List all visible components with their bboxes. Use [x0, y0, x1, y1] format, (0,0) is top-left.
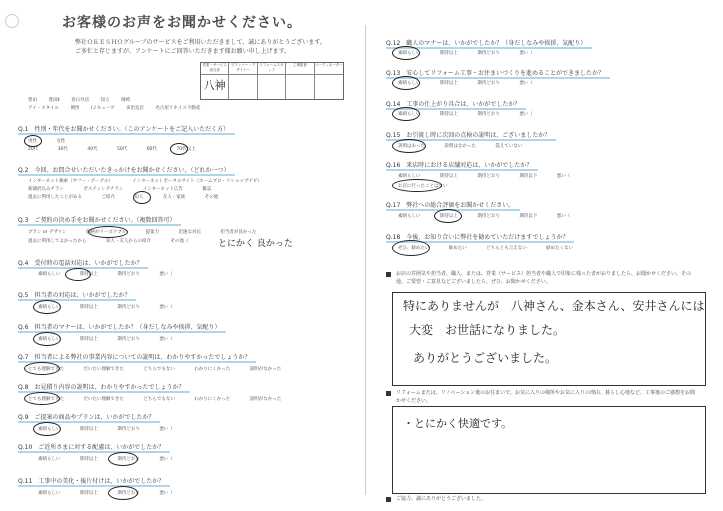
question-9: Q.9 ご提案の商品やプランは、いかがでしたか？	[18, 414, 155, 421]
option-bad[interactable]: 悪い（	[556, 214, 571, 219]
option-magazine[interactable]: 雑誌	[202, 187, 212, 192]
store-option[interactable]: 関西	[70, 106, 80, 111]
bullet-icon	[386, 391, 391, 396]
question-17: Q.17 弊社への総合評価をお聞かせください。	[386, 202, 515, 209]
option-female[interactable]: 女性	[56, 139, 66, 144]
option-plan[interactable]: プラン or デザイン	[28, 230, 67, 235]
option-other[interactable]: その他	[204, 195, 219, 200]
option-web-ad[interactable]: インターネット広告	[142, 187, 183, 192]
option-30s[interactable]: 30代	[57, 147, 68, 152]
option-staff[interactable]: 担当者が良かった	[220, 230, 257, 235]
answer-circle	[392, 179, 442, 192]
option-speed[interactable]: 迅速な対応	[178, 230, 201, 235]
option-below[interactable]: 期待以下	[519, 214, 538, 219]
question-14: Q.14 工事の仕上がり具合は、いかがでしたか？	[386, 101, 521, 108]
answer-circle	[24, 392, 60, 405]
reform-comment-box[interactable]	[392, 406, 706, 494]
option-excellent[interactable]: 素晴らしい	[38, 272, 61, 277]
footer-thanks: ご協力、誠にありがとうございました。	[396, 496, 487, 502]
option-bad[interactable]: 悪い（	[159, 491, 173, 496]
option-posting[interactable]: ポスティングチラシ	[83, 187, 124, 192]
option-excellent[interactable]: 素晴らしい	[398, 112, 421, 117]
option-other[interactable]: その他（	[170, 239, 189, 244]
question-7: Q.7 担当者による弊社の事業内容についての説明は、わかりやすかったでしょうか？	[18, 354, 251, 361]
option-expected[interactable]: 期待どおり	[477, 112, 500, 117]
option-above[interactable]: 期待以上	[439, 81, 458, 86]
answer-circle	[33, 300, 61, 314]
option-neutral[interactable]: どちらでもない	[143, 397, 175, 402]
option-referral[interactable]: ご紹介	[101, 195, 115, 200]
question-8: Q.8 お見積り内容の説明は、わかりやすかったでしょうか？	[18, 384, 185, 391]
comment-line-3: ありがとうございました。	[413, 351, 558, 365]
q8-options	[28, 396, 299, 402]
staff-cell-sales	[201, 75, 229, 99]
option-no-explanation[interactable]: 説明がなかった	[249, 397, 282, 402]
dept-header-coordinator: コーディネーター	[315, 63, 343, 75]
comment-prompt: お店の雰囲気や担当者、職人、または、営業（サービス）担当者や職人で印象に残った者がおりましたら、お聞かせください。その他、ご要望・ご意見などございましたら、ぜひ、お聞かせください。	[396, 271, 692, 285]
option-expected[interactable]: 期待どおり	[117, 337, 140, 342]
question-11: Q.11 工事中の美化・後片付けは、いかがでしたか？	[18, 478, 165, 485]
option-expected[interactable]: 期待どおり	[117, 457, 140, 462]
option-bad[interactable]: 悪い（	[159, 337, 173, 342]
dept-header-planner: プランナー・デザイナー	[229, 63, 257, 75]
q2-options-row1	[28, 178, 280, 184]
option-above[interactable]: 期待以上	[79, 272, 98, 277]
dept-header-sales: 営業・サービス担当者	[201, 63, 229, 75]
option-bad[interactable]: 悪い（	[159, 457, 173, 462]
q7-options	[28, 366, 299, 372]
option-above[interactable]: 期待以上	[79, 427, 98, 432]
option-bad[interactable]: 悪い（	[519, 81, 533, 86]
option-newspaper[interactable]: 新聞折込みチラシ	[28, 187, 64, 192]
option-excellent[interactable]: 素晴らしい	[38, 457, 61, 462]
comment-line-2: 大変 お世話になりました。	[409, 323, 566, 337]
option-bad[interactable]: 悪い（	[519, 112, 533, 117]
answer-circle	[24, 362, 60, 375]
option-expected[interactable]: 期待どおり	[477, 81, 500, 86]
option-expected[interactable]: 期待どおり	[117, 272, 140, 277]
store-option[interactable]: ⅠＪキューブ	[90, 106, 115, 111]
answer-circle	[392, 46, 420, 60]
option-above[interactable]: 期待以上	[79, 305, 98, 310]
option-male[interactable]: 男性	[28, 139, 37, 144]
option-excellent[interactable]: 素晴らしい	[398, 214, 421, 219]
option-excellent[interactable]: 素晴らしい	[38, 491, 61, 496]
option-70s[interactable]: 70代以上	[176, 147, 196, 152]
option-very-clear[interactable]: とても理解できた	[28, 397, 64, 402]
reform-comment-line: ・とにかく快適です。	[403, 417, 513, 430]
question-18: Q.18 今後、お知り合いに弊社を勧めていただけますでしょうか？	[386, 234, 569, 241]
bullet-icon	[386, 497, 391, 502]
page-title: お客様のお声をお聞かせください。	[62, 15, 302, 31]
option-past-use[interactable]: 過去に利用してよかったから	[28, 239, 87, 244]
option-very-clear[interactable]: とても理解できた	[28, 367, 64, 372]
q2-options-row2	[28, 186, 229, 192]
option-yes[interactable]: 勧めたい	[448, 246, 467, 251]
answer-circle	[170, 143, 188, 155]
option-bad[interactable]: 悪い（	[159, 427, 173, 432]
comment-box[interactable]	[392, 292, 706, 386]
option-above[interactable]: 期待以上	[439, 214, 458, 219]
store-option[interactable]: 知立	[100, 98, 110, 103]
question-15: Q.15 お引渡し時に次回の点検の説明は、ございましたか？	[386, 132, 551, 139]
option-bad[interactable]: 悪い（	[556, 174, 571, 179]
option-expected[interactable]: 期待どおり	[117, 305, 140, 310]
option-above[interactable]: 期待以上	[79, 337, 98, 342]
answer-circle	[392, 240, 430, 256]
intro-line-1: 弊社ＯＫＥＳＨＯグループのサービスをご利用いただきまして、誠にありがとうございます。	[75, 39, 326, 46]
option-never-visited[interactable]: お店に行ったことはない	[398, 184, 448, 189]
answer-circle	[392, 107, 420, 121]
question-10: Q.10 ご近所さまに対する配慮は、いかがでしたか？	[18, 444, 165, 451]
store-list	[28, 97, 288, 113]
intro-text	[75, 38, 365, 56]
answer-circle	[24, 135, 42, 147]
dept-header-supervisor: 工事監督	[286, 63, 314, 75]
option-mostly-clear[interactable]: だいたい理解できた	[83, 367, 124, 372]
store-option[interactable]: 春日井店	[71, 98, 90, 103]
option-proposal[interactable]: 提案力	[145, 230, 160, 235]
option-above[interactable]: 期待以上	[439, 112, 458, 117]
staff-cell-planner	[229, 75, 257, 99]
question-2: Q.2 今回、お問合せいただいたきっかけをお聞かせください。（どれか一つ）	[18, 167, 230, 174]
option-friend-family[interactable]: 友人・家族	[162, 195, 186, 200]
option-expected[interactable]: 期待どおり	[477, 214, 500, 219]
option-unclear[interactable]: わかりにくかった	[194, 397, 231, 402]
question-16: Q.16 来店時における店舗対応は、いかがでしたか？	[386, 162, 533, 169]
option-price[interactable]: 価格がリーズナブル	[86, 230, 127, 235]
q12-options	[398, 50, 551, 56]
answer-circle	[133, 191, 151, 204]
question-3: Q.3 ご契約の決め手をお聞かせください。（複数回答可）	[18, 217, 176, 224]
option-search[interactable]: インターネット検索（ヤフー・グーグル）	[28, 179, 113, 184]
option-friend-referral[interactable]: 知人・友人からの紹介	[105, 239, 151, 244]
question-12: Q.12 職人のマナーは、いかがでしたか？（身だしなみや挨拶、気配り）	[386, 40, 587, 47]
option-above[interactable]: 期待以上	[439, 174, 458, 179]
option-bad[interactable]: 悪い（	[159, 305, 173, 310]
bullet-icon	[386, 272, 391, 277]
store-option[interactable]: 名古屋リホイス不動産	[155, 106, 201, 111]
staff-cell-coordinator	[315, 75, 343, 99]
option-excellent[interactable]: 素晴らしい	[38, 427, 61, 432]
question-6: Q.6 担当者のマナーは、いかがでしたか？（身だしなみや挨拶、気配り）	[18, 324, 221, 331]
option-no-explanation[interactable]: 説明がなかった	[249, 367, 282, 372]
option-bad[interactable]: 悪い（	[519, 51, 533, 56]
option-above[interactable]: 期待以上	[79, 457, 98, 462]
option-no[interactable]: 勧めたくない	[546, 246, 574, 251]
answer-circle	[33, 422, 61, 436]
staff-cell-reform	[258, 75, 286, 99]
option-portal[interactable]: インターネットポータルサイト（ホームプロ・リショップナビ）	[132, 179, 262, 184]
answer-circle	[434, 209, 462, 223]
option-expected[interactable]: 期待どおり	[477, 51, 500, 56]
staff-table	[200, 62, 344, 100]
option-above[interactable]: 期待以上	[439, 51, 458, 56]
intro-line-2: ご多忙と存じますが、アンケートにご回答いただきます様お願い申し上げます。	[75, 48, 291, 55]
q3-handwritten: とにかく 良かった	[218, 239, 293, 249]
staff-handwritten-name: 八神	[203, 79, 226, 92]
option-expected[interactable]: 期待どおり	[477, 174, 500, 179]
answer-circle	[88, 226, 128, 238]
answer-circle	[65, 268, 91, 281]
option-expected[interactable]: 期待どおり	[117, 427, 140, 432]
q17-options	[398, 213, 588, 219]
q4-options	[38, 271, 191, 277]
option-excellent[interactable]: 素晴らしい	[398, 174, 421, 179]
option-excellent[interactable]: 素晴らしい	[398, 81, 421, 86]
store-option[interactable]: 多治見店	[125, 106, 144, 111]
option-60s[interactable]: 60代	[146, 147, 157, 152]
option-expected[interactable]: 期待どおり	[117, 491, 140, 496]
option-dont-remember[interactable]: 覚えていない	[495, 144, 523, 149]
answer-circle	[392, 76, 420, 90]
q3-options-row2	[28, 238, 206, 244]
store-option[interactable]: 豊田	[28, 98, 37, 103]
company-logo-icon	[5, 14, 19, 28]
option-50s[interactable]: 50代	[117, 147, 128, 152]
answer-circle	[108, 486, 138, 500]
option-unclear[interactable]: わかりにくかった	[194, 367, 231, 372]
answer-circle	[392, 139, 426, 153]
comment-line-1: 特にありませんが 八神さん、金本さん、安井さんには	[403, 299, 705, 313]
option-excellent[interactable]: 素晴らしい	[398, 51, 421, 56]
option-neutral[interactable]: どちらでもない	[143, 367, 175, 372]
option-20s[interactable]: 20代	[28, 147, 39, 152]
question-13: Q.13 安心してリフォーム工事・お住まいづくりを進めることができましたか？	[386, 70, 604, 77]
option-repeat[interactable]: 過去に利用したことがある	[28, 195, 82, 200]
store-option[interactable]: 豊田Ⅱ	[48, 98, 60, 103]
store-option[interactable]: アイ・スタイル	[28, 106, 60, 111]
option-40s[interactable]: 40代	[87, 147, 98, 152]
option-below[interactable]: 期待以下	[519, 174, 538, 179]
q14-options	[398, 111, 551, 117]
option-acquaintance[interactable]: 知人	[134, 195, 144, 200]
question-4: Q.4 受付時の電話対応は、いかがでしたか？	[18, 260, 143, 267]
option-explained[interactable]: 説明はあった	[398, 144, 425, 149]
option-bad[interactable]: 悪い（	[159, 272, 173, 277]
option-above[interactable]: 期待以上	[79, 491, 98, 496]
staff-cell-supervisor	[286, 75, 314, 99]
option-excellent[interactable]: 素晴らしい	[38, 305, 61, 310]
option-mostly-clear[interactable]: だいたい理解できた	[83, 397, 124, 402]
store-option[interactable]: 岡崎	[120, 98, 130, 103]
dept-header-reform-staff: リフォームスタッフ	[258, 63, 286, 75]
q13-options	[398, 80, 551, 86]
option-excellent[interactable]: 素晴らしい	[38, 337, 61, 342]
option-neutral[interactable]: どちらとも言えない	[486, 246, 527, 251]
answer-circle	[108, 452, 138, 466]
option-definitely[interactable]: ぜひ、勧めたい	[398, 246, 430, 251]
answer-circle	[33, 332, 61, 346]
reform-prompt: リフォームまたは、リノベーション後のお住まいで、お気に入りの場所やお気に入りの理由、暮らし心地など、工事後のご感想をお聞かせください。	[396, 390, 696, 404]
q16-options-row1	[398, 173, 588, 179]
page-divider	[365, 25, 366, 495]
question-5: Q.5 担当者の対応は、いかがでしたか？	[18, 292, 131, 299]
option-not-explained[interactable]: 説明はなかった	[444, 144, 476, 149]
q3-options-row1	[28, 229, 274, 235]
question-1: Q.1 性別・年代をお聞かせください。（このアンケートをご記入いただく方）	[18, 126, 230, 133]
